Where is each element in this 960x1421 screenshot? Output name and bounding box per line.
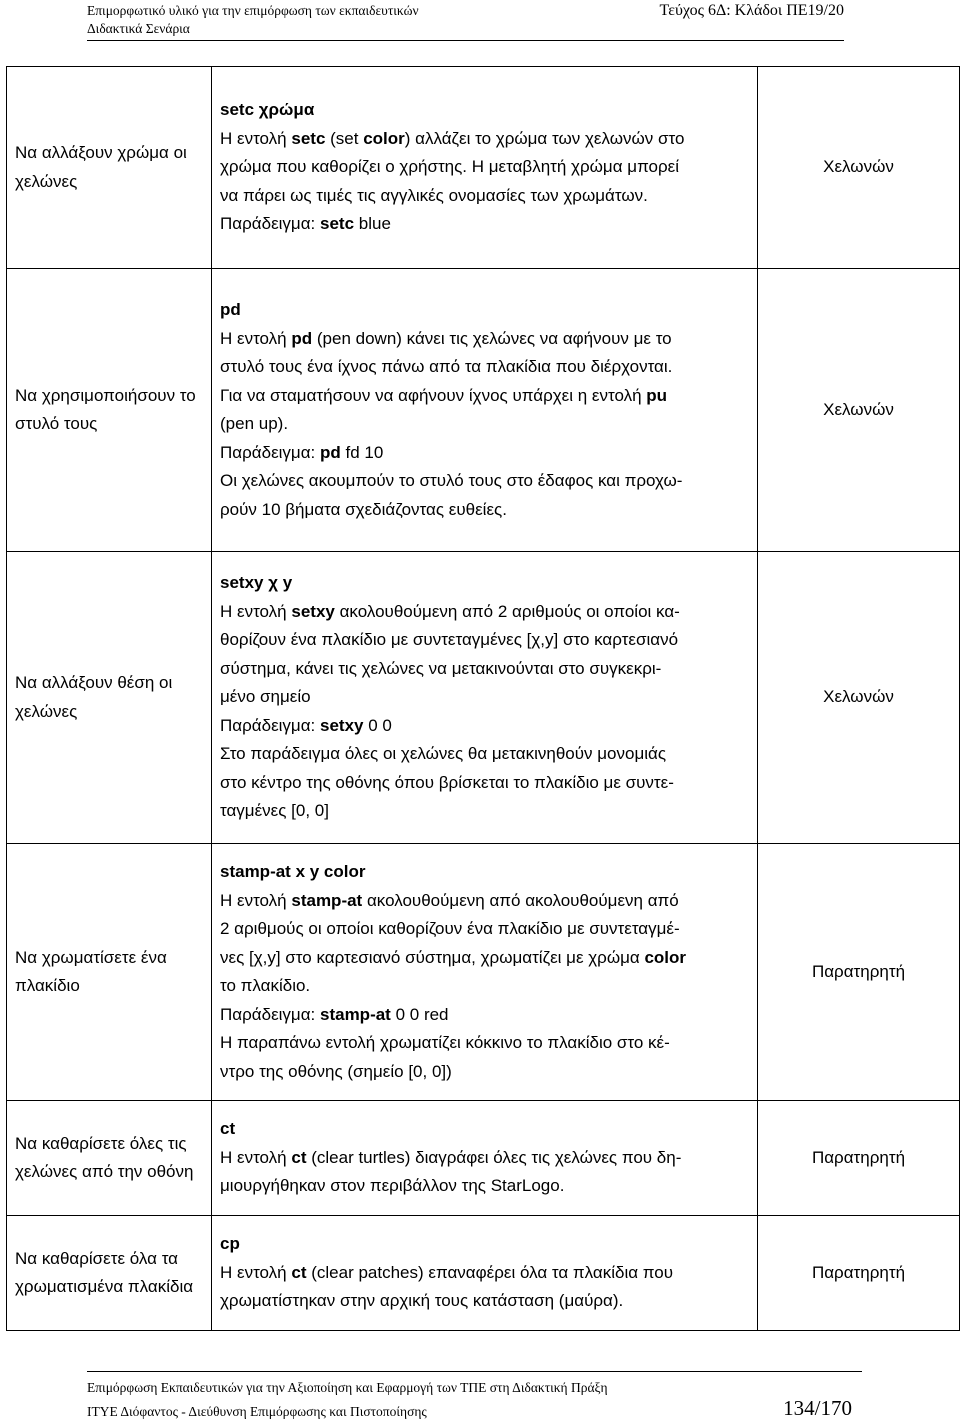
command-line: στο κέντρο της οθόνης όπου βρίσκεται το πλακίδιο με συντε- bbox=[220, 772, 674, 792]
command-keyword: stamp-at bbox=[291, 890, 363, 910]
goal-cell bbox=[7, 552, 212, 844]
table-row bbox=[7, 1216, 960, 1331]
goal-cell bbox=[7, 67, 212, 269]
target-text: Παρατηρητή bbox=[811, 1262, 906, 1282]
command-title: stamp-at x y color bbox=[220, 862, 366, 881]
goal-text: Να αλλάξουν χρώμα οι χελώνες bbox=[15, 143, 187, 191]
command-keyword: setc bbox=[320, 214, 355, 234]
command-line: Η εντολή stamp-at ακολουθούμενη από ακολουθούμενη από bbox=[220, 890, 679, 910]
command-line: ρούν 10 βήματα σχεδιάζοντας ευθείες. bbox=[220, 499, 507, 519]
target-text: Χελωνών bbox=[823, 687, 894, 707]
header-series-title: Επιμορφωτικό υλικό για την επιμόρφωση των εκπαιδευτικών bbox=[87, 3, 419, 18]
target-cell bbox=[758, 269, 960, 552]
command-title: setc χρώμα bbox=[220, 100, 315, 120]
command-keyword: ct bbox=[291, 1147, 307, 1167]
header-subtitle: Διδακτικά Σενάρια bbox=[87, 21, 190, 36]
command-line: χρώμα που καθορίζει ο χρήστης. Η μεταβλητή χρώμα μπορεί bbox=[220, 157, 680, 177]
command-line: Η εντολή setxy ακολουθούμενη από 2 αριθμούς οι οποίοι κα- bbox=[220, 601, 680, 621]
command-keyword: stamp-at bbox=[320, 1004, 391, 1024]
command-line: θορίζουν ένα πλακίδιο με συντεταγμένες [χ,y] στο καρτεσιανό bbox=[220, 630, 679, 650]
command-line: μένο σημείο bbox=[220, 687, 311, 707]
command-keyword: ct bbox=[291, 1262, 307, 1282]
target-cell bbox=[758, 1101, 960, 1216]
command-line: Παράδειγμα: setxy 0 0 bbox=[220, 715, 392, 735]
command-line: Η εντολή ct (clear patches) επαναφέρει όλα τα πλακίδια που bbox=[220, 1262, 674, 1282]
goal-text: Να καθαρίσετε όλα τα χρωματισμένα πλακίδια bbox=[15, 1248, 194, 1296]
command-line: Παράδειγμα: stamp-at 0 0 red bbox=[220, 1004, 449, 1024]
goal-cell bbox=[7, 844, 212, 1101]
table-row bbox=[7, 1101, 960, 1216]
command-cell bbox=[212, 844, 758, 1101]
target-cell bbox=[758, 1216, 960, 1331]
table-row bbox=[7, 552, 960, 844]
command-keyword: pd bbox=[320, 442, 341, 462]
command-line: νες [χ,y] στο καρτεσιανό σύστημα, χρωματίζει με χρώμα color bbox=[220, 947, 687, 967]
target-cell bbox=[758, 67, 960, 269]
command-line: Παράδειγμα: pd fd 10 bbox=[220, 442, 384, 462]
command-line: Στο παράδειγμα όλες οι χελώνες θα μετακινηθούν μονομιάς bbox=[220, 744, 667, 764]
command-line: να πάρει ως τιμές τις αγγλικές ονομασίες των χρωμάτων. bbox=[220, 185, 648, 205]
goal-cell bbox=[7, 1216, 212, 1331]
command-line: Οι χελώνες ακουμπούν το στυλό τους στο έδαφος και προχω- bbox=[220, 471, 683, 490]
command-line: (pen up). bbox=[220, 414, 289, 433]
command-title: cp bbox=[220, 1234, 240, 1254]
page-number: 134/170 bbox=[783, 1396, 852, 1420]
command-line: Η παραπάνω εντολή χρωματίζει κόκκινο το πλακίδιο στο κέ- bbox=[220, 1033, 670, 1052]
command-cell bbox=[212, 1101, 758, 1216]
command-line: 2 αριθμούς οι οποίοι καθορίζουν ένα πλακίδιο με συντεταγμέ- bbox=[220, 919, 680, 938]
goal-text: Να καθαρίσετε όλες τις χελώνες από την οθόνη bbox=[15, 1133, 194, 1181]
command-line: Η εντολή ct (clear turtles) διαγράφει όλες τις χελώνες που δη- bbox=[220, 1147, 682, 1167]
goal-cell bbox=[7, 1101, 212, 1216]
command-line: στυλό τους ένα ίχνος πάνω από τα πλακίδια που διέρχονται. bbox=[220, 357, 673, 376]
header-volume: Τεύχος 6Δ: Κλάδοι ΠΕ19/20 bbox=[659, 2, 844, 19]
command-title: ct bbox=[220, 1119, 236, 1139]
commands-table bbox=[6, 66, 960, 1331]
table-row bbox=[7, 67, 960, 269]
footer-organization: ΙΤΥΕ Διόφαντος - Διεύθυνση Επιμόρφωσης και Πιστοποίησης bbox=[87, 1404, 427, 1419]
target-text: Χελωνών bbox=[823, 399, 894, 419]
command-line: ταγμένες [0, 0] bbox=[220, 801, 329, 821]
command-keyword: setxy bbox=[291, 601, 335, 621]
command-keyword: setc bbox=[291, 128, 326, 148]
command-line: Η εντολή setc (set color) αλλάζει το χρώμα των χελωνών στο bbox=[220, 128, 685, 148]
footer-divider bbox=[87, 1371, 862, 1372]
command-title: pd bbox=[220, 300, 241, 319]
command-cell bbox=[212, 269, 758, 552]
goal-text: Να χρησιμοποιήσουν το στυλό τους bbox=[15, 385, 196, 433]
target-text: Παρατηρητή bbox=[811, 1147, 906, 1167]
goal-text: Να αλλάξουν θέση οι χελώνες bbox=[15, 673, 173, 721]
command-line: σύστημα, κάνει τις χελώνες να μετακινούνται στο συγκεκρι- bbox=[220, 658, 662, 678]
command-line: Παράδειγμα: setc blue bbox=[220, 214, 391, 234]
header-divider bbox=[87, 40, 844, 41]
command-keyword: setxy bbox=[320, 715, 364, 735]
command-title: setxy χ y bbox=[220, 573, 293, 593]
command-line: Η εντολή pd (pen down) κάνει τις χελώνες να αφήνουν με το bbox=[220, 328, 672, 348]
command-keyword: color bbox=[363, 128, 405, 148]
command-keyword: pu bbox=[646, 385, 668, 405]
command-keyword: pd bbox=[291, 328, 313, 348]
goal-cell bbox=[7, 269, 212, 552]
target-cell bbox=[758, 844, 960, 1101]
command-line: το πλακίδιο. bbox=[220, 976, 311, 995]
command-line: χρωματίστηκαν στην αρχική τους κατάσταση (μαύρα). bbox=[220, 1291, 624, 1311]
command-cell bbox=[212, 1216, 758, 1331]
command-line: Για να σταματήσουν να αφήνουν ίχνος υπάρχει η εντολή pu bbox=[220, 385, 668, 405]
table-row bbox=[7, 269, 960, 552]
command-line: ντρο της οθόνης (σημείο [0, 0]) bbox=[220, 1061, 452, 1081]
command-cell bbox=[212, 67, 758, 269]
footer-program: Επιμόρφωση Εκπαιδευτικών για την Αξιοποίηση και Εφαρμογή των ΤΠΕ στη Διδακτική Πράξη bbox=[87, 1380, 608, 1395]
command-cell bbox=[212, 552, 758, 844]
table-row bbox=[7, 844, 960, 1101]
target-cell bbox=[758, 552, 960, 844]
target-text: Παρατηρητή bbox=[811, 961, 906, 981]
goal-text: Να χρωματίσετε ένα πλακίδιο bbox=[15, 947, 167, 995]
target-text: Χελωνών bbox=[823, 157, 894, 177]
command-keyword: color bbox=[644, 947, 687, 967]
command-line: μιουργήθηκαν στον περιβάλλον της StarLogo. bbox=[220, 1176, 565, 1196]
running-header-left bbox=[87, 2, 419, 38]
